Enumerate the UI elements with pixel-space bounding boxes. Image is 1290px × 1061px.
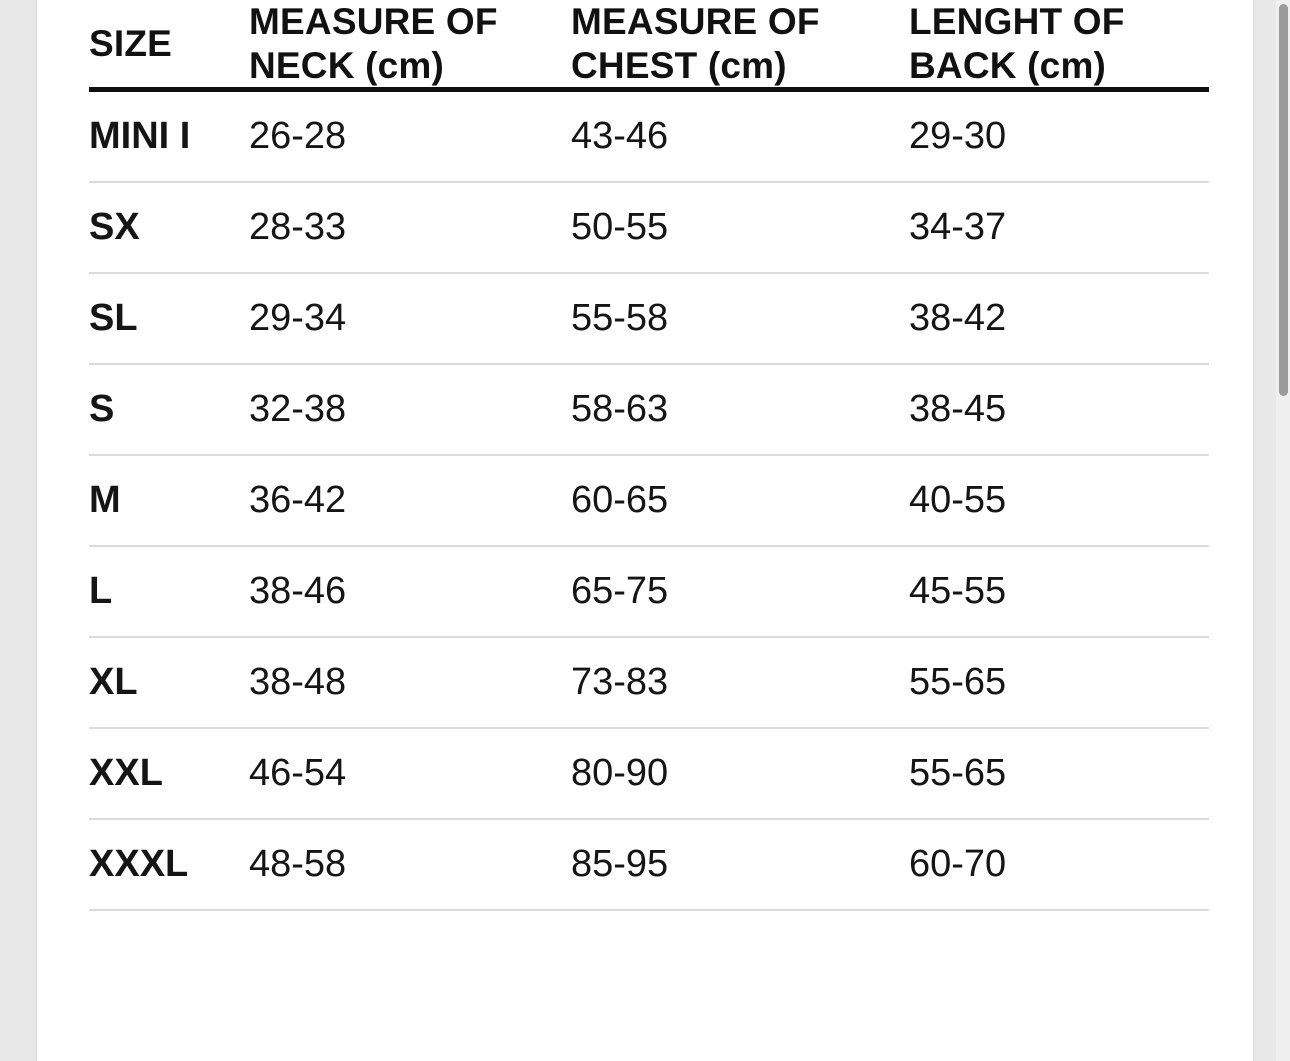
cell-back: 38-42	[909, 296, 1007, 339]
table-header-row	[89, 0, 1209, 90]
cell-back: 55-65	[909, 660, 1007, 703]
table-row	[89, 273, 1209, 364]
table-row	[89, 728, 1209, 819]
cell-neck: 36-42	[249, 478, 347, 521]
table-row	[89, 364, 1209, 455]
cell-neck: 46-54	[249, 751, 347, 794]
cell-back: 45-55	[909, 569, 1007, 612]
table-row	[89, 546, 1209, 637]
column-header-neck	[249, 0, 571, 90]
cell-chest: 58-63	[571, 387, 669, 430]
column-header-size	[89, 0, 249, 90]
cell-chest: 80-90	[571, 751, 669, 794]
column-header-chest-line-2: CHEST (cm)	[571, 44, 787, 86]
cell-neck: 29-34	[249, 296, 347, 339]
column-header-chest	[571, 0, 909, 90]
page-left-gutter	[0, 0, 36, 1061]
cell-neck: 26-28	[249, 114, 347, 157]
cell-back: 34-37	[909, 205, 1007, 248]
cell-size: XXL	[89, 751, 163, 794]
table-row	[89, 637, 1209, 728]
cell-chest: 50-55	[571, 205, 669, 248]
cell-chest: 55-58	[571, 296, 669, 339]
cell-size: L	[89, 569, 113, 612]
cell-size: XXXL	[89, 842, 189, 885]
cell-size: SX	[89, 205, 140, 248]
cell-size: S	[89, 387, 115, 430]
cell-chest: 43-46	[571, 114, 669, 157]
cell-chest: 60-65	[571, 478, 669, 521]
size-chart-table	[89, 0, 1209, 911]
table-header	[89, 0, 1209, 90]
document-page	[36, 0, 1254, 1061]
cell-neck: 32-38	[249, 387, 347, 430]
cell-size: M	[89, 478, 121, 521]
cell-back: 40-55	[909, 478, 1007, 521]
cell-size: XL	[89, 660, 138, 703]
table-body	[89, 90, 1209, 911]
table-row	[89, 819, 1209, 910]
cell-size: MINI I	[89, 114, 191, 157]
column-header-size-line-1: SIZE	[89, 22, 173, 64]
column-header-back-line-2: BACK (cm)	[909, 44, 1107, 86]
cell-chest: 85-95	[571, 842, 669, 885]
cell-chest: 73-83	[571, 660, 669, 703]
column-header-chest-line-1: MEASURE OF	[571, 1, 820, 42]
cell-back: 38-45	[909, 387, 1007, 430]
table-row	[89, 90, 1209, 183]
vertical-scrollbar-thumb[interactable]	[1279, 4, 1288, 396]
cell-neck: 38-48	[249, 660, 347, 703]
size-chart-container	[89, 0, 1209, 911]
column-header-neck-line-1: MEASURE OF	[249, 1, 498, 42]
cell-chest: 65-75	[571, 569, 669, 612]
cell-neck: 38-46	[249, 569, 347, 612]
column-header-back-line-1: LENGHT OF	[909, 1, 1125, 42]
cell-back: 29-30	[909, 114, 1007, 157]
column-header-neck-line-2: NECK (cm)	[249, 44, 445, 86]
cell-neck: 48-58	[249, 842, 347, 885]
table-row	[89, 182, 1209, 273]
column-header-back	[909, 0, 1209, 90]
vertical-scrollbar-track[interactable]	[1276, 0, 1290, 1061]
table-row	[89, 455, 1209, 546]
cell-neck: 28-33	[249, 205, 347, 248]
cell-back: 55-65	[909, 751, 1007, 794]
cell-size: SL	[89, 296, 138, 339]
cell-back: 60-70	[909, 842, 1007, 885]
